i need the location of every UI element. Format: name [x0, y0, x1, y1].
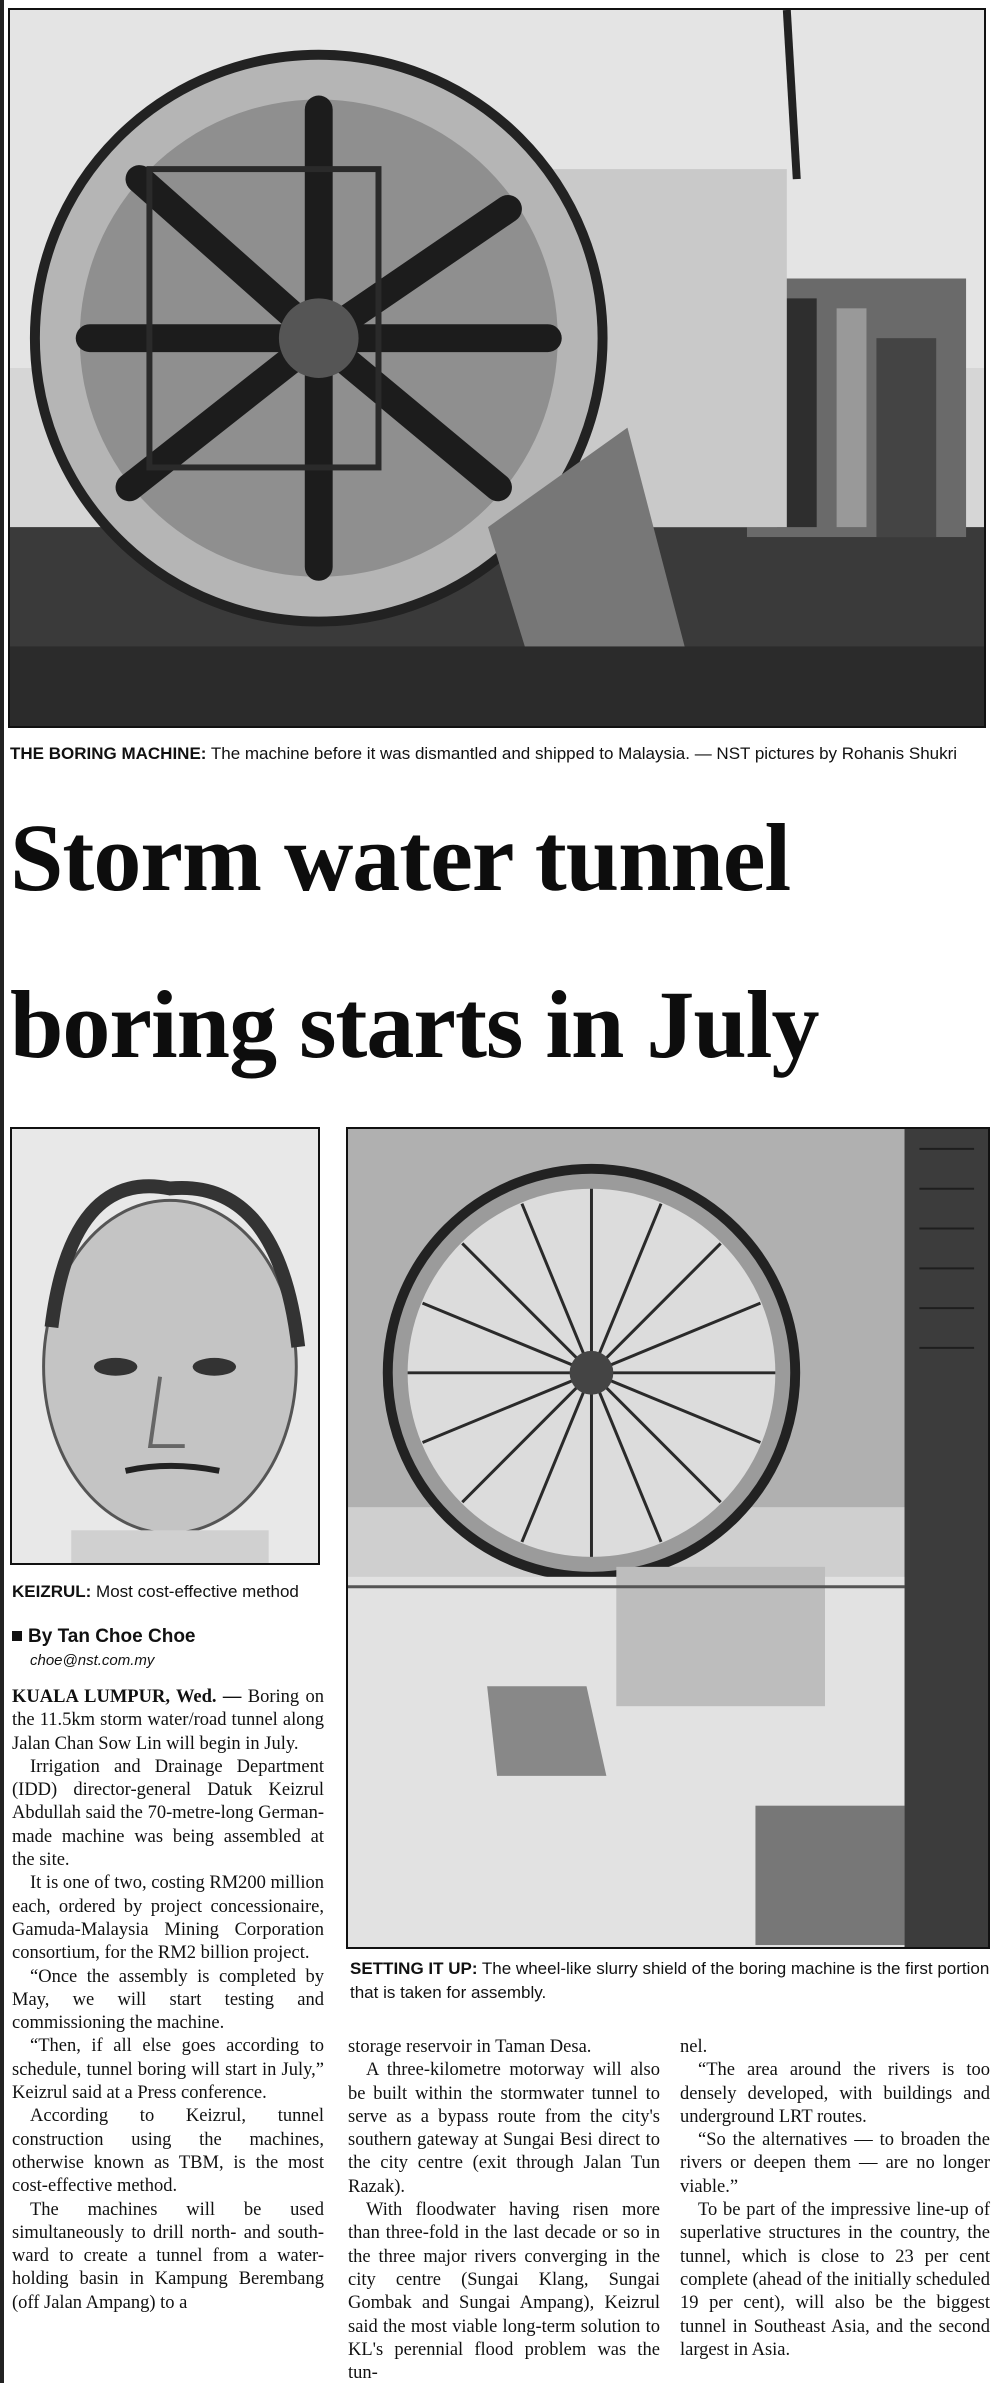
article-column-3	[680, 2036, 990, 2362]
article-paragraph	[12, 2105, 324, 2198]
paragraph-text: storage reservoir in Taman Desa.	[348, 2037, 592, 2057]
slurry-shield-photo	[346, 1127, 990, 1949]
paragraph-text: “The area around the rivers is too densely developed, with buildings and underground LRT routes.	[680, 2060, 990, 2127]
article-paragraph	[680, 2199, 990, 2362]
byline	[12, 1626, 196, 1648]
paragraph-text: nel.	[680, 2037, 708, 2057]
paragraph-text: “So the alternatives — to broaden the rivers or deepen them — are no longer viable.”	[680, 2130, 990, 2197]
caption-label: THE BORING MACHINE:	[10, 744, 207, 763]
paragraph-text: With floodwater having risen more than three-fold in the last decade or so in the three major rivers converging in the city centre (Sungai Klang, Sungai Gombak and Sungai Ampang), Keizrul said the most viable long-term solution to KL's perennial flood problem was the tun-	[348, 2200, 660, 2384]
article-paragraph	[680, 2036, 990, 2059]
paragraph-text: “Then, if all else goes according to schedule, tunnel boring will start in July,” Keizrul said at a Press conference.	[12, 2036, 324, 2104]
paragraph-text: The machines will be used simultaneously to drill north- and south-ward to create a tunnel from a water-holding basin in Kampung Berembang (off Jalan Ampang) to a	[12, 2199, 324, 2313]
shield-caption	[350, 1957, 990, 2005]
article-paragraph	[12, 1756, 324, 1872]
paragraph-text: “Once the assembly is completed by May, we will start testing and commissioning the machine.	[12, 1966, 324, 2034]
article-column-1	[12, 1686, 324, 2315]
article-paragraph	[12, 1686, 324, 1756]
caption-text: The machine before it was dismantled and shipped to Malaysia. — NST pictures by Rohanis Shukri	[206, 744, 958, 763]
shield-caption-label: SETTING IT UP:	[350, 1959, 478, 1978]
dateline: KUALA LUMPUR, Wed. —	[12, 1687, 242, 1707]
boring-machine-photo	[8, 8, 986, 728]
portrait-caption-label: KEIZRUL:	[12, 1582, 92, 1601]
paragraph-text: To be part of the impressive line-up of superlative structures in the country, the tunnel, which is close to 23 per cent complete (ahead of the initially scheduled 19 per cent), will also be the biggest tunnel in Southeast Asia, and the second largest in Asia.	[680, 2200, 990, 2360]
paragraph-text: Boring on the 11.5km storm water/road tunnel along Jalan Chan Sow Lin will begin in July.	[12, 1687, 324, 1754]
article-paragraph	[12, 2035, 324, 2105]
shield-caption-text: The wheel-like slurry shield of the boring machine is the first portion that is taken for assembly.	[350, 1959, 990, 2002]
paragraph-text: It is one of two, costing RM200 million each, ordered by project concessionaire, Gamuda-Malaysia Mining Corporation consortium, for the RM2 billion project.	[12, 1873, 324, 1964]
article-paragraph	[348, 2199, 660, 2385]
article-paragraph	[680, 2129, 990, 2199]
paragraph-text: A three-kilometre motorway will also be built within the stormwater tunnel to serve as a bypass route from the city's southern gateway at Sungai Besi direct to the city centre (exit through Jalan Tun Razak).	[348, 2060, 660, 2197]
paragraph-text: According to Keizrul, tunnel construction using the machines, otherwise known as TBM, is the most cost-effective method.	[12, 2106, 324, 2197]
paragraph-text: Irrigation and Drainage Department (IDD) director-general Datuk Keizrul Abdullah said the 70-metre-long German-made machine was being assembled at the site.	[12, 1756, 324, 1871]
article-paragraph	[680, 2059, 990, 2129]
article-paragraph	[12, 1872, 324, 1965]
portrait-caption-text: Most cost-effective method	[91, 1582, 299, 1601]
article-column-2	[348, 2036, 660, 2385]
keizrul-portrait-photo	[10, 1127, 320, 1565]
article-paragraph	[12, 1966, 324, 2036]
portrait-caption	[12, 1580, 332, 1604]
byline-square-icon	[12, 1631, 22, 1641]
article-paragraph	[12, 2199, 324, 2315]
headline-line-1: Storm water tunnel	[10, 804, 791, 911]
article-paragraph	[348, 2059, 660, 2199]
article-paragraph	[348, 2036, 660, 2059]
byline-email: choe@nst.com.my	[30, 1652, 155, 1669]
top-photo-caption	[10, 742, 990, 766]
byline-author: By Tan Choe Choe	[28, 1626, 196, 1647]
headline-line-2: boring starts in July	[10, 971, 819, 1078]
